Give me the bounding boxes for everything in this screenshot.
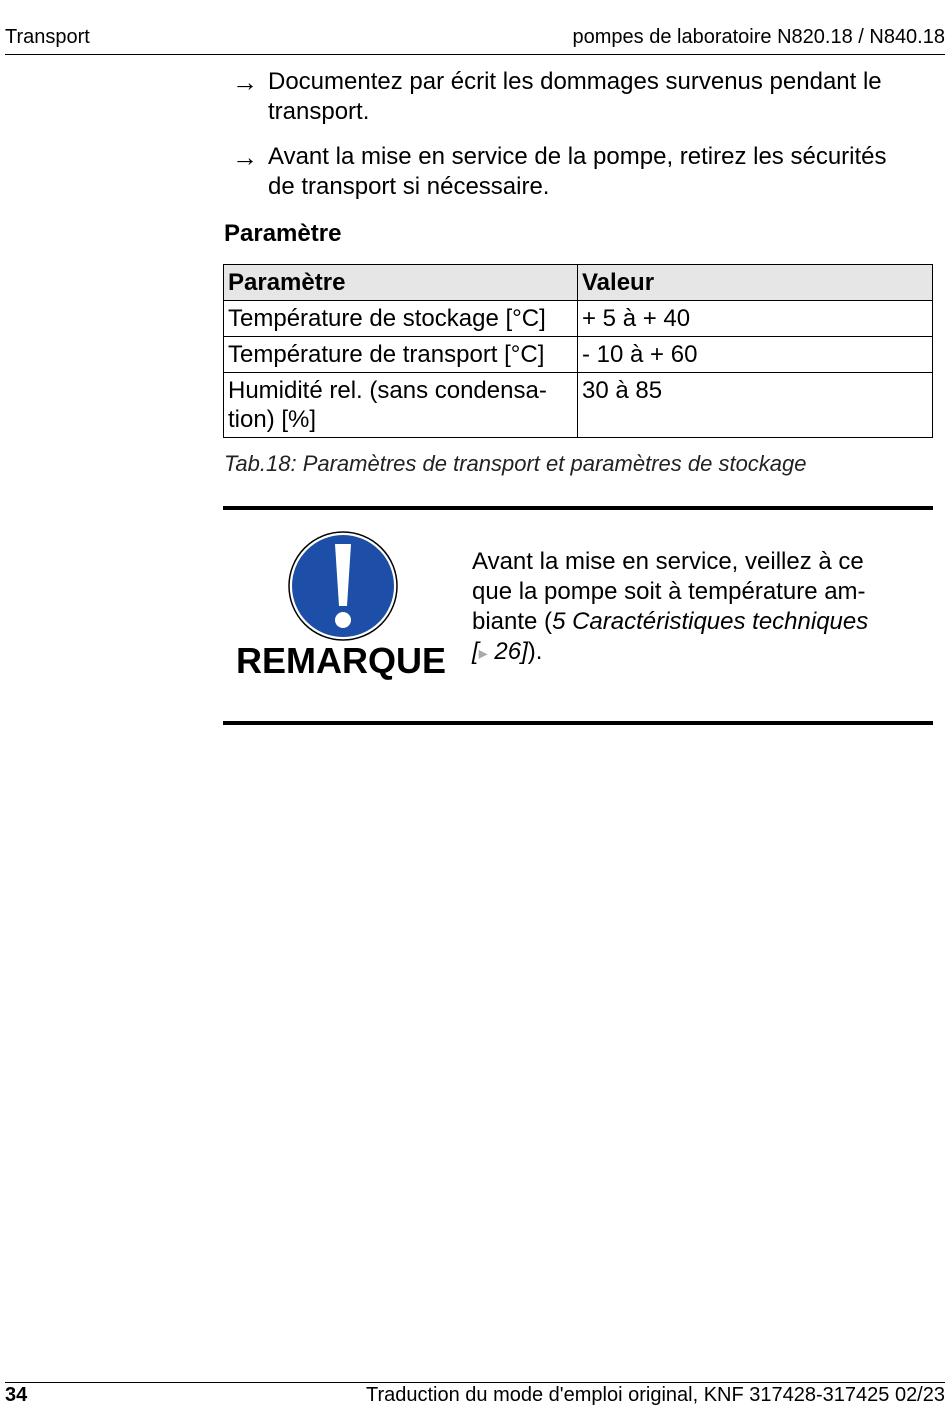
table-cell: Température de transport [°C] bbox=[224, 337, 578, 373]
header-product: pompes de laboratoire N820.18 / N840.18 bbox=[572, 26, 945, 48]
notice-label: REMARQUE bbox=[236, 640, 447, 681]
page-header bbox=[5, 26, 945, 55]
notice-line: Avant la mise en service, veillez à ce bbox=[472, 548, 864, 575]
instruction-item bbox=[232, 67, 933, 127]
arrow-right-icon: → bbox=[232, 142, 258, 172]
instruction-text: Documentez par écrit les dommages survenus pendant le bbox=[268, 68, 882, 95]
notice-line-prefix: biante ( bbox=[472, 608, 553, 635]
arrow-right-icon: → bbox=[232, 67, 258, 97]
footer-document: Traduction du mode d'emploi original, KNF 317428-317425 02/23 bbox=[365, 1384, 945, 1406]
page-reference-bracket: [ bbox=[472, 638, 479, 665]
cross-reference-link[interactable]: 5 Caractéristiques techniques bbox=[552, 608, 869, 635]
instruction-text: transport. bbox=[268, 98, 370, 125]
table-cell: 30 à 85 bbox=[578, 373, 933, 438]
header-section: Transport bbox=[5, 26, 90, 48]
table-caption: Tab.18: Paramètres de transport et paramètres de stockage bbox=[224, 451, 807, 476]
parameter-table bbox=[223, 264, 933, 438]
table-cell: - 10 à + 60 bbox=[578, 337, 933, 373]
exclamation-circle-icon bbox=[287, 530, 399, 642]
instruction-text: Avant la mise en service de la pompe, retirez les sécurités bbox=[268, 143, 887, 170]
page-number: 34 bbox=[5, 1384, 28, 1406]
footer-rule bbox=[5, 1382, 945, 1383]
page-arrow-icon: ▸ bbox=[478, 643, 488, 663]
notice-line: que la pompe soit à température am- bbox=[472, 578, 866, 605]
table-row bbox=[224, 301, 933, 337]
table-cell: + 5 à + 40 bbox=[578, 301, 933, 337]
instruction-text: de transport si nécessaire. bbox=[268, 173, 550, 200]
table-header-row bbox=[224, 265, 933, 301]
instruction-item bbox=[232, 142, 933, 202]
table-cell-line: Humidité rel. (sans condensa- bbox=[228, 377, 547, 404]
notice-line bbox=[472, 607, 922, 637]
section-title: Paramètre bbox=[224, 220, 342, 247]
table-cell: Température de stockage [°C] bbox=[224, 301, 578, 337]
column-header: Valeur bbox=[578, 265, 933, 301]
table-row bbox=[224, 337, 933, 373]
notice-line bbox=[472, 637, 922, 668]
table-row bbox=[224, 373, 933, 438]
notice-text bbox=[472, 547, 922, 668]
notice-line-suffix: ). bbox=[527, 638, 543, 665]
column-header: Paramètre bbox=[224, 265, 578, 301]
page-reference[interactable]: 26] bbox=[487, 638, 528, 665]
table-cell-line: tion) [%] bbox=[228, 406, 317, 433]
table-cell bbox=[224, 373, 578, 438]
notice-bottom-rule bbox=[223, 721, 933, 725]
notice-top-rule bbox=[223, 506, 933, 510]
